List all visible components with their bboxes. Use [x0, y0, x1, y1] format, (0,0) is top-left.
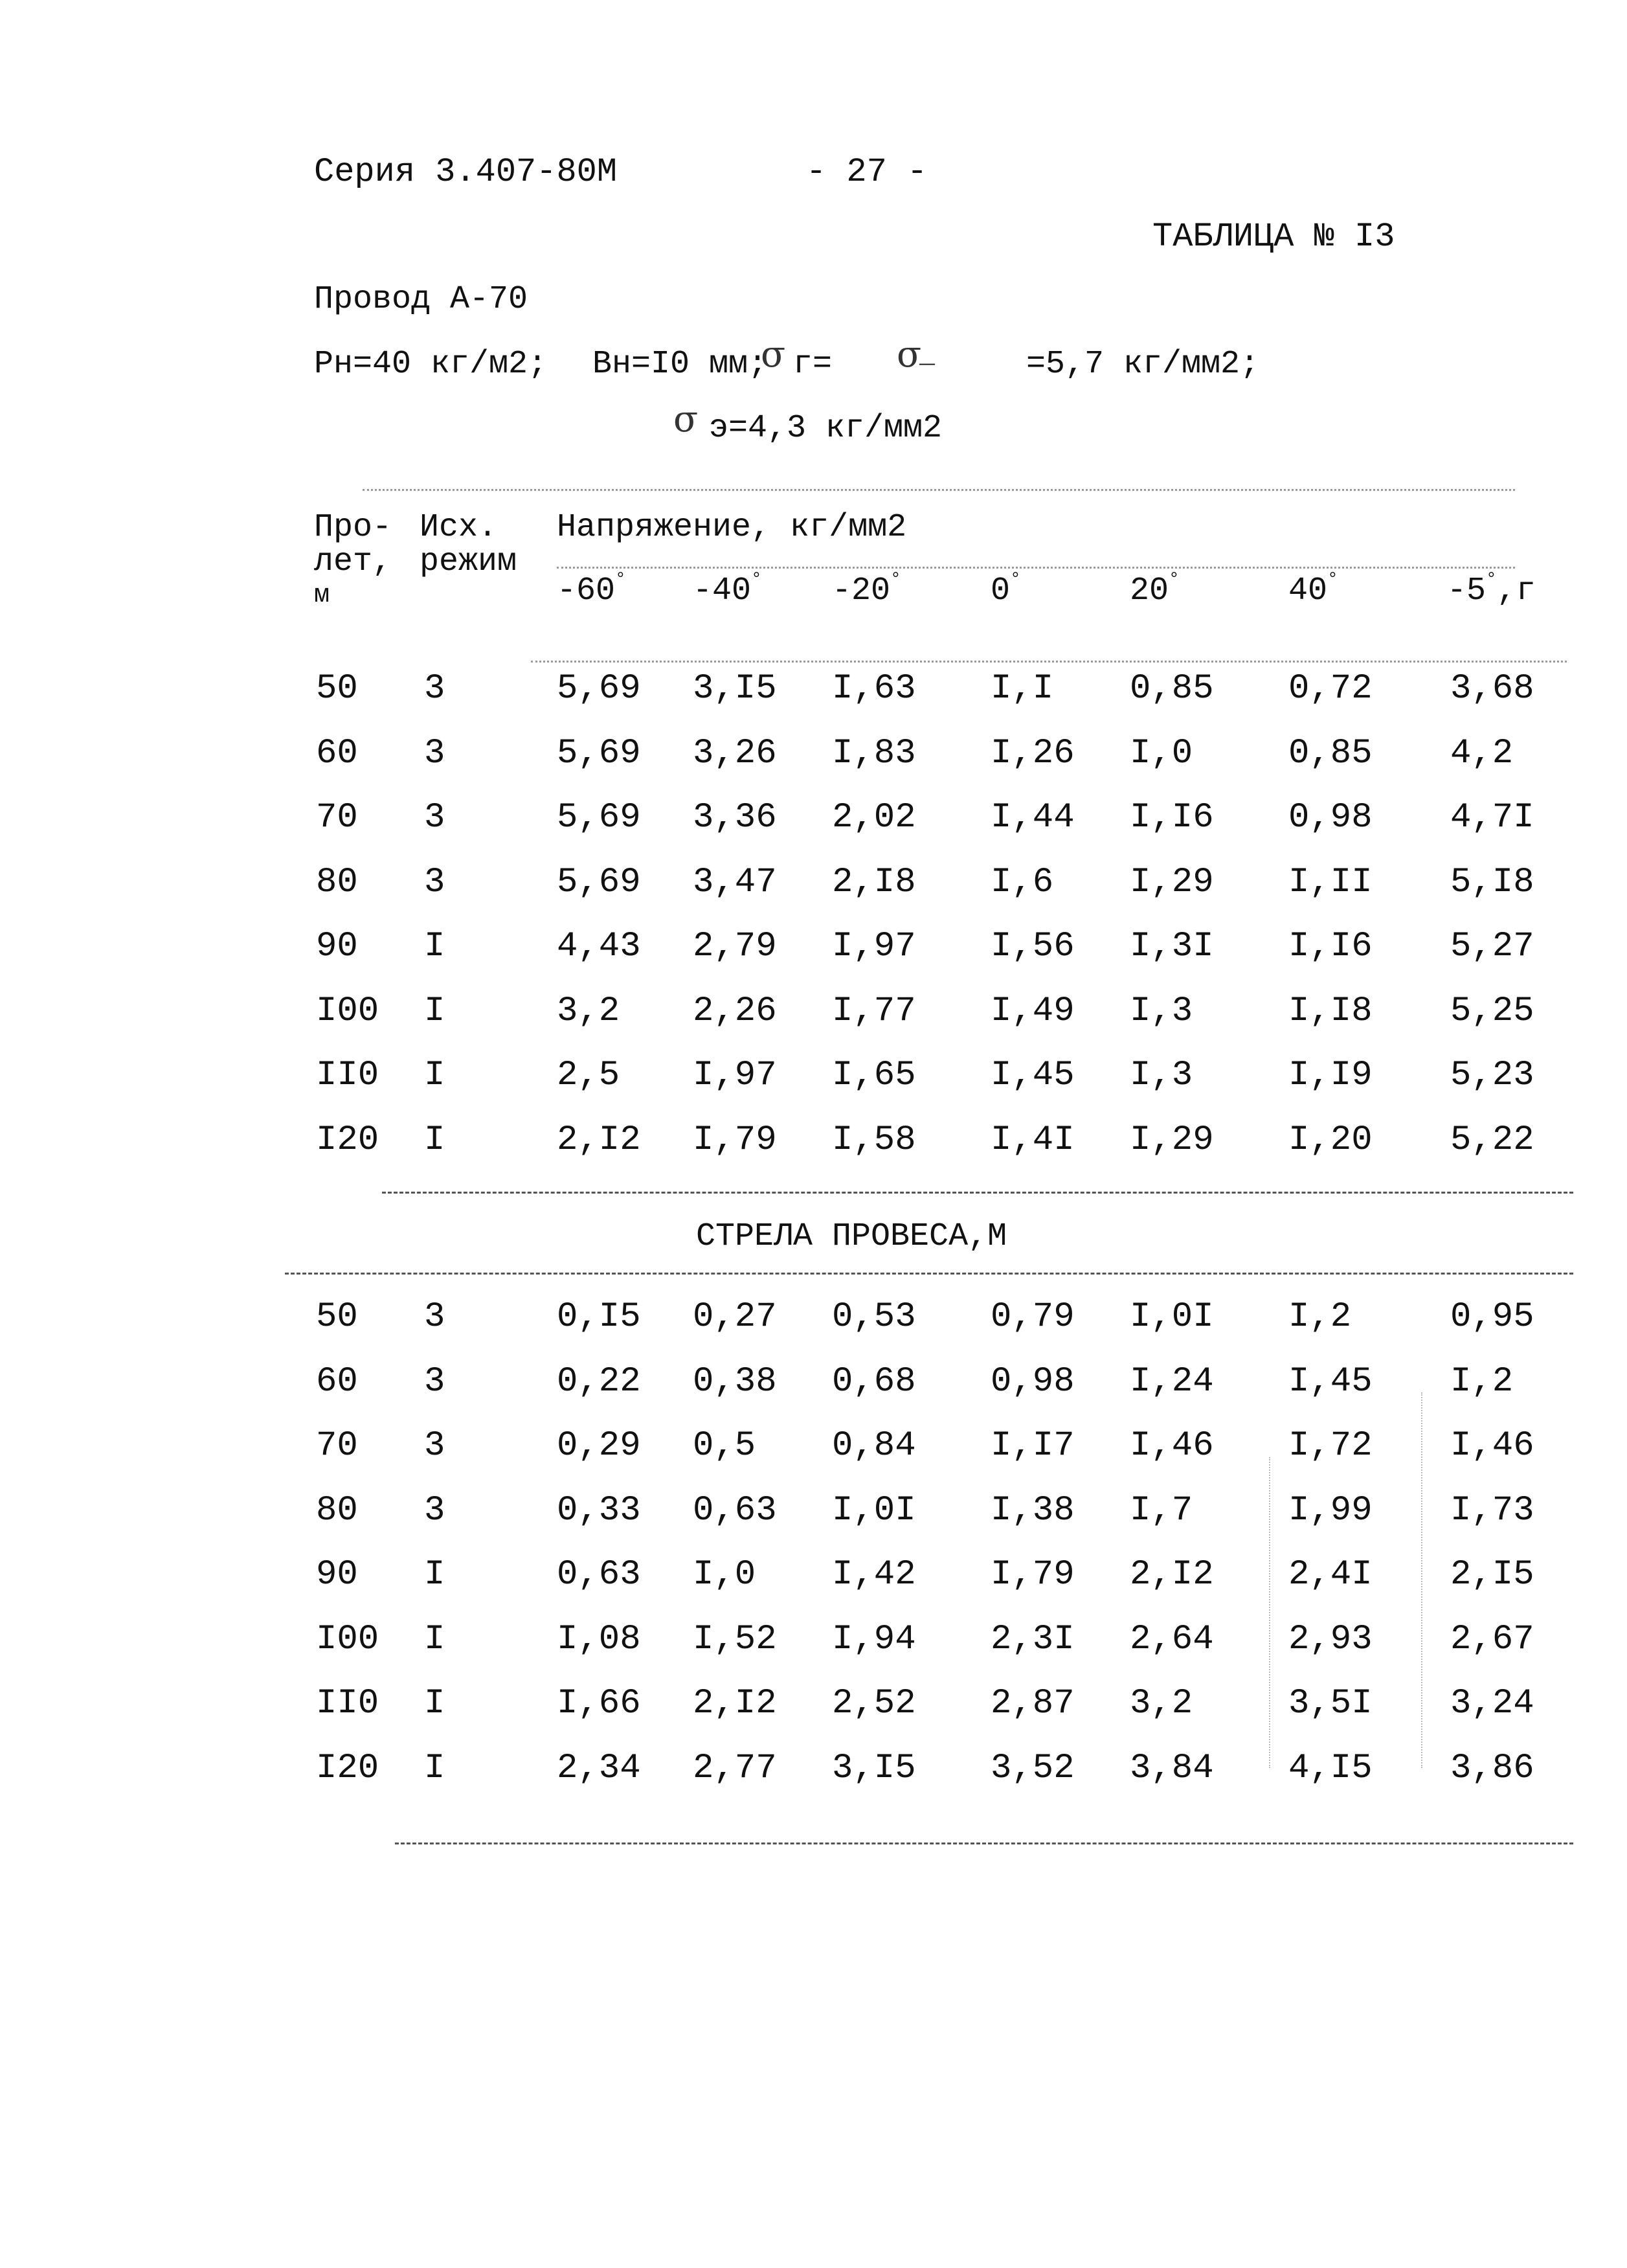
value-cell: 2,87: [991, 1684, 1075, 1723]
value-cell: 2,34: [557, 1748, 641, 1788]
value-cell: 3,I5: [832, 1748, 916, 1788]
table-row: [0, 669, 1627, 708]
value-cell: 2,26: [693, 991, 777, 1031]
degree-icon: °: [751, 570, 762, 590]
sag-header-rule: [285, 1273, 1573, 1275]
value-cell: I,I8: [1288, 991, 1373, 1031]
value-cell: 3,68: [1450, 669, 1534, 709]
value-cell: I,0I: [1130, 1297, 1214, 1337]
param-bn: Вн=I0 мм;: [592, 346, 768, 383]
temp-value: -5: [1447, 573, 1487, 609]
regime-cell: 3: [424, 1490, 445, 1530]
temp-column-header: [991, 570, 1021, 609]
param-sigma-value: =5,7 кг/мм2;: [1026, 346, 1260, 383]
table-row: [0, 734, 1627, 773]
degree-icon: °: [1169, 570, 1180, 590]
value-cell: 0,98: [991, 1361, 1075, 1401]
span-cell: 90: [316, 1555, 358, 1594]
col-span-header-3: м: [314, 581, 330, 610]
value-cell: I,83: [832, 733, 916, 773]
temp-column-header: [1447, 570, 1536, 609]
value-cell: 3,5I: [1288, 1684, 1373, 1723]
value-cell: I,2: [1288, 1297, 1352, 1337]
value-cell: 0,53: [832, 1297, 916, 1337]
value-cell: I,I6: [1130, 798, 1214, 837]
sag-section-header: СТРЕЛА ПРОВЕСА,М: [696, 1218, 1007, 1255]
value-cell: 2,4I: [1288, 1555, 1373, 1594]
value-cell: 0,29: [557, 1426, 641, 1466]
value-cell: 2,I2: [557, 1120, 641, 1160]
value-cell: 3,24: [1450, 1684, 1534, 1723]
value-cell: 0,98: [1288, 798, 1373, 837]
value-cell: 0,72: [1288, 669, 1373, 709]
value-cell: 2,I2: [1130, 1555, 1214, 1594]
value-cell: 0,22: [557, 1361, 641, 1401]
table-row: [0, 1362, 1627, 1401]
regime-cell: 3: [424, 798, 445, 837]
value-cell: 3,I5: [693, 669, 777, 709]
value-cell: I,56: [991, 927, 1075, 966]
value-cell: I,77: [832, 991, 916, 1031]
value-cell: 5,22: [1450, 1120, 1534, 1160]
table-title: ТАБЛИЦА № I3: [1152, 218, 1395, 256]
table-row: [0, 1491, 1627, 1530]
value-cell: 2,5: [557, 1056, 620, 1095]
table-top-rule: [363, 489, 1515, 491]
regime-cell: 3: [424, 1426, 445, 1466]
value-cell: 3,26: [693, 733, 777, 773]
temp-column-header: [1130, 570, 1180, 609]
table-row: [0, 992, 1627, 1030]
span-cell: 80: [316, 862, 358, 902]
value-cell: I,44: [991, 798, 1075, 837]
value-cell: 2,67: [1450, 1619, 1534, 1659]
stress-bottom-rule: [382, 1192, 1573, 1194]
value-cell: 3,84: [1130, 1748, 1214, 1788]
value-cell: I,0: [1130, 733, 1193, 773]
table-row: [0, 1056, 1627, 1094]
degree-icon: °: [1486, 570, 1497, 590]
value-cell: I,II: [1288, 862, 1373, 902]
temp-value: 0: [991, 573, 1011, 609]
value-cell: 3,86: [1450, 1748, 1534, 1788]
value-cell: 0,5: [693, 1426, 756, 1466]
value-cell: 3,47: [693, 862, 777, 902]
value-cell: 5,27: [1450, 927, 1534, 966]
value-cell: I,46: [1130, 1426, 1214, 1466]
regime-cell: I: [424, 1748, 445, 1788]
header-bottom-rule: [531, 661, 1567, 663]
regime-cell: 3: [424, 1361, 445, 1401]
value-cell: 0,68: [832, 1361, 916, 1401]
value-cell: I,08: [557, 1619, 641, 1659]
span-cell: II0: [316, 1056, 379, 1095]
value-cell: I,0I: [832, 1490, 916, 1530]
value-cell: 5,69: [557, 798, 641, 837]
value-cell: I,0: [693, 1555, 756, 1594]
param-sigma-g: г=: [793, 346, 833, 383]
value-cell: 0,38: [693, 1361, 777, 1401]
value-cell: 5,I8: [1450, 862, 1534, 902]
value-cell: 0,84: [832, 1426, 916, 1466]
value-cell: I,45: [991, 1056, 1075, 1095]
value-cell: I,I: [991, 669, 1054, 709]
table-row: [0, 1620, 1627, 1659]
col-span-header-1: Про-: [314, 509, 392, 546]
value-cell: 5,25: [1450, 991, 1534, 1031]
value-cell: I,3: [1130, 1056, 1193, 1095]
value-cell: I,49: [991, 991, 1075, 1031]
value-cell: 5,69: [557, 669, 641, 709]
span-cell: 50: [316, 1297, 358, 1337]
regime-cell: I: [424, 1120, 445, 1160]
temp-value: -20: [832, 573, 891, 609]
regime-cell: I: [424, 991, 445, 1031]
page-number: - 27 -: [806, 153, 928, 191]
series-label: Серия 3.407-80М: [314, 153, 618, 191]
regime-cell: I: [424, 1056, 445, 1095]
table-row: [0, 1426, 1627, 1465]
stress-header: Напряжение, кг/мм2: [557, 509, 907, 546]
value-cell: I,2: [1450, 1361, 1514, 1401]
sigma-symbol-icon: σ: [897, 334, 922, 376]
span-cell: II0: [316, 1684, 379, 1723]
regime-cell: 3: [424, 669, 445, 709]
value-cell: 0,I5: [557, 1297, 641, 1337]
value-cell: I,65: [832, 1056, 916, 1095]
span-cell: 90: [316, 927, 358, 966]
value-cell: 2,93: [1288, 1619, 1373, 1659]
value-cell: I,52: [693, 1619, 777, 1659]
value-cell: I,63: [832, 669, 916, 709]
param-sigma-e: э=4,3 кг/мм2: [709, 410, 943, 447]
value-cell: I,97: [693, 1056, 777, 1095]
temp-value: 20: [1130, 573, 1169, 609]
regime-cell: I: [424, 1684, 445, 1723]
value-cell: 2,64: [1130, 1619, 1214, 1659]
span-cell: 70: [316, 1426, 358, 1466]
value-cell: 2,I5: [1450, 1555, 1534, 1594]
span-cell: 60: [316, 1361, 358, 1401]
table-row: [0, 1684, 1627, 1723]
value-cell: I,7: [1130, 1490, 1193, 1530]
value-cell: 5,69: [557, 733, 641, 773]
degree-icon: °: [1327, 570, 1338, 590]
value-cell: I,I9: [1288, 1056, 1373, 1095]
value-cell: I,3I: [1130, 927, 1214, 966]
value-cell: I,97: [832, 927, 916, 966]
value-cell: 3,2: [557, 991, 620, 1031]
value-cell: I,79: [693, 1120, 777, 1160]
value-cell: 0,85: [1288, 733, 1373, 773]
span-cell: 80: [316, 1490, 358, 1530]
sigma-symbol-icon: σ: [761, 334, 786, 376]
temp-value: -40: [693, 573, 752, 609]
temp-column-header: [693, 570, 762, 609]
value-cell: 2,52: [832, 1684, 916, 1723]
value-cell: 0,63: [557, 1555, 641, 1594]
value-cell: I,72: [1288, 1426, 1373, 1466]
value-cell: I,I7: [991, 1426, 1075, 1466]
temp-suffix: ,г: [1496, 573, 1536, 609]
value-cell: I,45: [1288, 1361, 1373, 1401]
value-cell: I,24: [1130, 1361, 1214, 1401]
value-cell: 5,69: [557, 862, 641, 902]
value-cell: I,73: [1450, 1490, 1534, 1530]
value-cell: I,38: [991, 1490, 1075, 1530]
value-cell: I,58: [832, 1120, 916, 1160]
stress-subheader-rule: [557, 567, 1515, 569]
span-cell: 70: [316, 798, 358, 837]
value-cell: 0,95: [1450, 1297, 1534, 1337]
regime-cell: 3: [424, 733, 445, 773]
value-cell: 2,3I: [991, 1619, 1075, 1659]
value-cell: 2,79: [693, 927, 777, 966]
regime-cell: I: [424, 1555, 445, 1594]
span-cell: 50: [316, 669, 358, 709]
value-cell: I,42: [832, 1555, 916, 1594]
regime-cell: I: [424, 927, 445, 966]
value-cell: I,6: [991, 862, 1054, 902]
value-cell: 4,I5: [1288, 1748, 1373, 1788]
value-cell: 3,36: [693, 798, 777, 837]
value-cell: 3,52: [991, 1748, 1075, 1788]
col-span-header-2: лет,: [314, 543, 392, 580]
col-regime-header-2: режим: [420, 543, 517, 580]
table-row: [0, 927, 1627, 966]
value-cell: 2,I2: [693, 1684, 777, 1723]
value-cell: 0,63: [693, 1490, 777, 1530]
value-cell: 0,79: [991, 1297, 1075, 1337]
col-regime-header-1: Исх.: [420, 509, 498, 546]
table-row: [0, 1749, 1627, 1787]
value-cell: I,29: [1130, 862, 1214, 902]
value-cell: I,3: [1130, 991, 1193, 1031]
value-cell: 0,85: [1130, 669, 1214, 709]
degree-icon: °: [1010, 570, 1021, 590]
table-row: [0, 1555, 1627, 1594]
regime-cell: I: [424, 1619, 445, 1659]
value-cell: 5,23: [1450, 1056, 1534, 1095]
degree-icon: °: [890, 570, 901, 590]
table-row: [0, 798, 1627, 837]
span-cell: I00: [316, 991, 379, 1031]
regime-cell: 3: [424, 862, 445, 902]
temp-column-header: [1288, 570, 1338, 609]
value-cell: I,20: [1288, 1120, 1373, 1160]
temp-column-header: [557, 570, 626, 609]
temp-value: -60: [557, 573, 616, 609]
table-row: [0, 1297, 1627, 1336]
value-cell: I,29: [1130, 1120, 1214, 1160]
value-cell: I,I6: [1288, 927, 1373, 966]
value-cell: 2,I8: [832, 862, 916, 902]
value-cell: 0,33: [557, 1490, 641, 1530]
span-cell: I00: [316, 1619, 379, 1659]
regime-cell: 3: [424, 1297, 445, 1337]
table-row: [0, 1120, 1627, 1159]
value-cell: 4,2: [1450, 733, 1514, 773]
value-cell: 4,43: [557, 927, 641, 966]
value-cell: I,26: [991, 733, 1075, 773]
value-cell: I,46: [1450, 1426, 1534, 1466]
value-cell: 2,02: [832, 798, 916, 837]
temp-value: 40: [1288, 573, 1328, 609]
wire-type: Провод А-70: [314, 281, 528, 318]
table-row: [0, 863, 1627, 902]
param-sigma-minus: _: [919, 341, 936, 370]
temp-column-header: [832, 570, 901, 609]
sigma-symbol-icon: σ: [673, 398, 699, 440]
value-cell: I,66: [557, 1684, 641, 1723]
value-cell: I,4I: [991, 1120, 1075, 1160]
value-cell: 0,27: [693, 1297, 777, 1337]
value-cell: 4,7I: [1450, 798, 1534, 837]
param-pn: Рн=40 кг/м2;: [314, 346, 548, 383]
value-cell: 2,77: [693, 1748, 777, 1788]
value-cell: 3,2: [1130, 1684, 1193, 1723]
span-cell: I20: [316, 1120, 379, 1160]
table-bottom-rule: [395, 1843, 1573, 1844]
span-cell: 60: [316, 733, 358, 773]
value-cell: I,94: [832, 1619, 916, 1659]
value-cell: I,99: [1288, 1490, 1373, 1530]
span-cell: I20: [316, 1748, 379, 1788]
degree-icon: °: [615, 570, 626, 590]
value-cell: I,79: [991, 1555, 1075, 1594]
